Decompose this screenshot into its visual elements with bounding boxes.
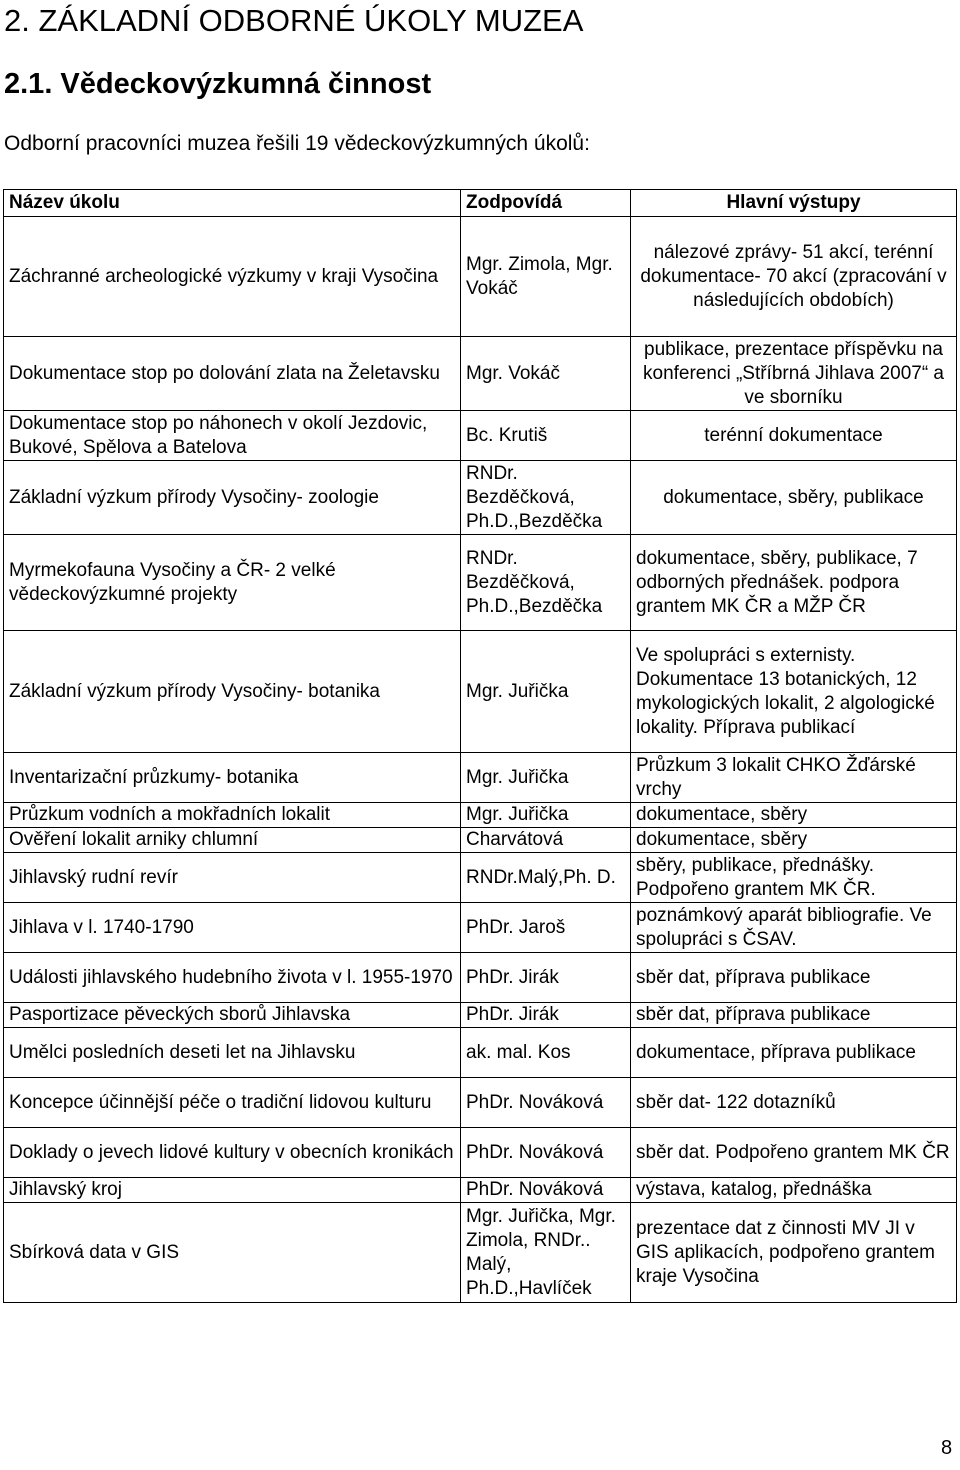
table-row <box>4 1203 957 1303</box>
output-cell: výstava, katalog, přednáška <box>631 1178 957 1203</box>
table-row <box>4 1078 957 1128</box>
task-cell: Jihlava v l. 1740-1790 <box>4 903 461 953</box>
output-cell: prezentace dat z činnosti MV JI v GIS aplikacích, podpořeno grantem kraje Vysočina <box>631 1203 957 1303</box>
output-cell: poznámkový aparát bibliografie. Ve spolupráci s ČSAV. <box>631 903 957 953</box>
responsible-cell: PhDr. Jirák <box>461 1003 631 1028</box>
header-responsible: Zodpovídá <box>461 190 631 217</box>
table-row <box>4 853 957 903</box>
responsible-cell: Mgr. Juřička, Mgr. Zimola, RNDr.. Malý, Ph.D.,Havlíček <box>461 1203 631 1303</box>
page-heading: 2. ZÁKLADNÍ ODBORNÉ ÚKOLY MUZEA <box>4 3 584 38</box>
task-cell: Dokumentace stop po dolování zlata na Želetavsku <box>4 337 461 411</box>
responsible-cell: PhDr. Nováková <box>461 1178 631 1203</box>
responsible-cell: RNDr. Bezděčková, Ph.D.,Bezděčka <box>461 461 631 535</box>
table-row <box>4 753 957 803</box>
task-cell: Průzkum vodních a mokřadních lokalit <box>4 803 461 828</box>
responsible-cell: RNDr.Malý,Ph. D. <box>461 853 631 903</box>
output-cell: dokumentace, sběry, publikace <box>631 461 957 535</box>
responsible-cell: Mgr. Zimola, Mgr. Vokáč <box>461 217 631 337</box>
output-cell: sběr dat, příprava publikace <box>631 953 957 1003</box>
header-task: Název úkolu <box>4 190 461 217</box>
output-cell: sběr dat- 122 dotazníků <box>631 1078 957 1128</box>
responsible-cell: Mgr. Vokáč <box>461 337 631 411</box>
output-cell: dokumentace, příprava publikace <box>631 1028 957 1078</box>
task-cell: Doklady o jevech lidové kultury v obecních kronikách <box>4 1128 461 1178</box>
task-cell: Sbírková data v GIS <box>4 1203 461 1303</box>
table-row <box>4 461 957 535</box>
table-row <box>4 828 957 853</box>
intro-paragraph: Odborní pracovníci muzea řešili 19 vědeckovýzkumných úkolů: <box>4 132 590 155</box>
header-output: Hlavní výstupy <box>631 190 957 217</box>
responsible-cell: Charvátová <box>461 828 631 853</box>
output-cell: sběry, publikace, přednášky. Podpořeno grantem MK ČR. <box>631 853 957 903</box>
table-row <box>4 1128 957 1178</box>
output-cell: Ve spolupráci s externisty. Dokumentace 13 botanických, 12 mykologických lokalit, 2 algologické lokality. Příprava publikací <box>631 631 957 753</box>
output-cell: sběr dat. Podpořeno grantem MK ČR <box>631 1128 957 1178</box>
table-row <box>4 903 957 953</box>
output-cell: dokumentace, sběry <box>631 803 957 828</box>
responsible-cell: PhDr. Jirák <box>461 953 631 1003</box>
output-cell: Průzkum 3 lokalit CHKO Žďárské vrchy <box>631 753 957 803</box>
output-cell: nálezové zprávy- 51 akcí, terénní dokumentace- 70 akcí (zpracování v následujících obdobích) <box>631 217 957 337</box>
responsible-cell: PhDr. Nováková <box>461 1128 631 1178</box>
table-row <box>4 217 957 337</box>
table-row <box>4 631 957 753</box>
task-cell: Základní výzkum přírody Vysočiny- botanika <box>4 631 461 753</box>
task-cell: Dokumentace stop po náhonech v okolí Jezdovic, Bukové, Spělova a Batelova <box>4 411 461 461</box>
output-cell: dokumentace, sběry <box>631 828 957 853</box>
table-row <box>4 411 957 461</box>
task-cell: Jihlavský kroj <box>4 1178 461 1203</box>
task-cell: Ověření lokalit arniky chlumní <box>4 828 461 853</box>
output-cell: sběr dat, příprava publikace <box>631 1003 957 1028</box>
output-cell: publikace, prezentace příspěvku na konferenci „Stříbrná Jihlava 2007“ a ve sborníku <box>631 337 957 411</box>
task-cell: Pasportizace pěveckých sborů Jihlavska <box>4 1003 461 1028</box>
table-header-row <box>4 190 957 217</box>
task-cell: Jihlavský rudní revír <box>4 853 461 903</box>
output-cell: dokumentace, sběry, publikace, 7 odborných přednášek. podpora grantem MK ČR a MŽP ČR <box>631 535 957 631</box>
responsible-cell: Mgr. Juřička <box>461 803 631 828</box>
section-heading: 2.1. Vědeckovýzkumná činnost <box>4 68 432 100</box>
task-cell: Záchranné archeologické výzkumy v kraji Vysočina <box>4 217 461 337</box>
responsible-cell: Mgr. Juřička <box>461 631 631 753</box>
table-row <box>4 953 957 1003</box>
table-row <box>4 1028 957 1078</box>
responsible-cell: Bc. Krutiš <box>461 411 631 461</box>
task-cell: Základní výzkum přírody Vysočiny- zoologie <box>4 461 461 535</box>
table-row <box>4 1003 957 1028</box>
task-cell: Inventarizační průzkumy- botanika <box>4 753 461 803</box>
responsible-cell: PhDr. Jaroš <box>461 903 631 953</box>
responsible-cell: RNDr. Bezděčková, Ph.D.,Bezděčka <box>461 535 631 631</box>
responsible-cell: ak. mal. Kos <box>461 1028 631 1078</box>
responsible-cell: Mgr. Juřička <box>461 753 631 803</box>
research-tasks-table <box>3 189 957 1303</box>
task-cell: Koncepce účinnější péče o tradiční lidovou kulturu <box>4 1078 461 1128</box>
page-number: 8 <box>941 1437 953 1459</box>
table-row <box>4 337 957 411</box>
task-cell: Události jihlavského hudebního života v l. 1955-1970 <box>4 953 461 1003</box>
output-cell: terénní dokumentace <box>631 411 957 461</box>
table-row <box>4 535 957 631</box>
task-cell: Myrmekofauna Vysočiny a ČR- 2 velké vědeckovýzkumné projekty <box>4 535 461 631</box>
responsible-cell: PhDr. Nováková <box>461 1078 631 1128</box>
task-cell: Umělci posledních deseti let na Jihlavsku <box>4 1028 461 1078</box>
table-row <box>4 1178 957 1203</box>
table-row <box>4 803 957 828</box>
